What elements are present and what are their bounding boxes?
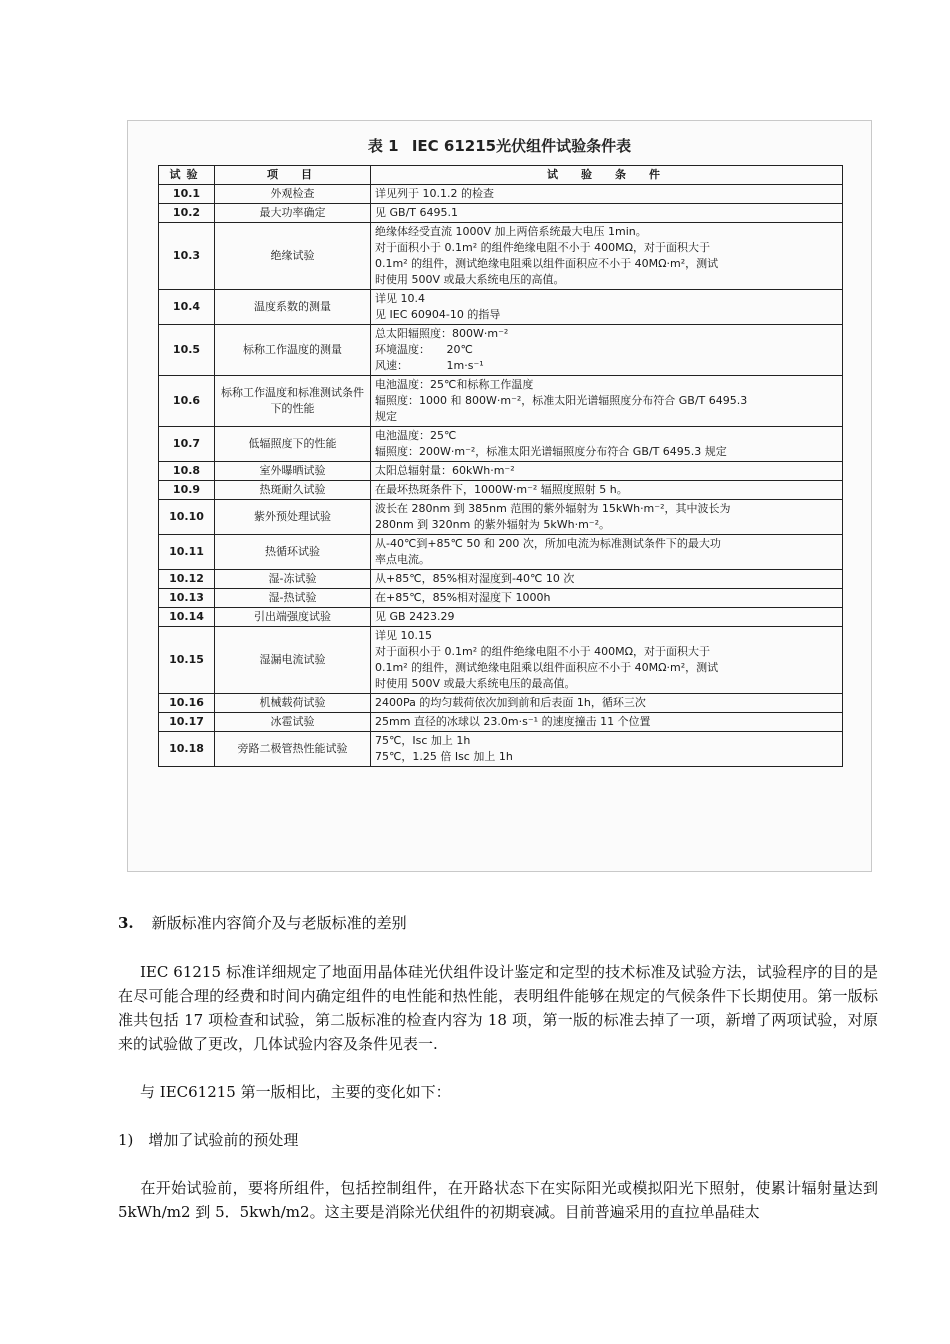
test-item-cell: 标称工作温度的测量 [215, 325, 371, 376]
condition-line: 280nm 到 320nm 的紫外辐射为 5kWh·m⁻²。 [375, 518, 610, 531]
table-row [159, 732, 843, 767]
condition-line: 0.1m² 的组件，测试绝缘电阻乘以组件面积应不小于 40MΩ·m²，测试 [375, 257, 719, 270]
condition-line: 对于面积小于 0.1m² 的组件绝缘电阻不小于 400MΩ，对于面积大于 [375, 241, 710, 254]
test-number-cell: 10.10 [159, 500, 215, 535]
header-item: 项 目 [215, 166, 371, 185]
test-number-cell: 10.3 [159, 223, 215, 290]
condition-line: 绝缘体经受直流 1000V 加上两倍系统最大电压 1min。 [375, 225, 647, 238]
test-conditions-table [158, 165, 843, 767]
condition-line: 见 GB 2423.29 [375, 610, 455, 623]
test-number-cell: 10.14 [159, 608, 215, 627]
test-number-cell: 10.13 [159, 589, 215, 608]
condition-line: 对于面积小于 0.1m² 的组件绝缘电阻不小于 400MΩ，对于面积大于 [375, 645, 710, 658]
test-item-cell: 冰雹试验 [215, 713, 371, 732]
test-conditions-cell [371, 223, 843, 290]
test-number-cell: 10.12 [159, 570, 215, 589]
test-item-cell: 湿-热试验 [215, 589, 371, 608]
condition-line: 规定 [375, 410, 397, 423]
table-row [159, 694, 843, 713]
test-number-cell: 10.7 [159, 427, 215, 462]
test-conditions-cell [371, 481, 843, 500]
table-row [159, 462, 843, 481]
condition-line: 时使用 500V 或最大系统电压的高值。 [375, 273, 565, 286]
condition-line: 25mm 直径的冰球以 23.0m·s⁻¹ 的速度撞击 11 个位置 [375, 715, 651, 728]
header-conditions: 试 验 条 件 [371, 166, 843, 185]
table-scan-image [127, 120, 872, 872]
table-row [159, 481, 843, 500]
test-item-cell: 热循环试验 [215, 535, 371, 570]
condition-line: 从+85℃，85%相对湿度到-40℃ 10 次 [375, 572, 575, 585]
condition-line: 75℃，Isc 加上 1h [375, 734, 471, 747]
test-number-cell: 10.9 [159, 481, 215, 500]
paragraph-intro [118, 960, 878, 1056]
condition-line: 从-40℃到+85℃ 50 和 200 次，所加电流为标准测试条件下的最大功 [375, 537, 721, 550]
test-conditions-cell [371, 589, 843, 608]
table-row [159, 185, 843, 204]
condition-line: 见 GB/T 6495.1 [375, 206, 458, 219]
table-row [159, 204, 843, 223]
condition-line: 详见 10.15 [375, 629, 432, 642]
test-number-cell: 10.8 [159, 462, 215, 481]
table-row [159, 223, 843, 290]
test-conditions-cell [371, 376, 843, 427]
condition-line: 辐照度：200W·m⁻²，标准太阳光谱辐照度分布符合 GB/T 6495.3 规定 [375, 445, 727, 458]
test-number-cell: 10.11 [159, 535, 215, 570]
test-conditions-cell [371, 713, 843, 732]
condition-line: 率点电流。 [375, 553, 430, 566]
condition-line: 详见 10.4 [375, 292, 425, 305]
condition-line: 0.1m² 的组件，测试绝缘电阻乘以组件面积应不小于 40MΩ·m²，测试 [375, 661, 719, 674]
condition-line: 电池温度：25℃和标称工作温度 [375, 378, 534, 391]
test-number-cell: 10.18 [159, 732, 215, 767]
test-item-cell: 标称工作温度和标准测试条件下的性能 [215, 376, 371, 427]
table-row [159, 608, 843, 627]
test-item-cell: 低辐照度下的性能 [215, 427, 371, 462]
table-row [159, 627, 843, 694]
test-conditions-cell [371, 694, 843, 713]
table-row [159, 325, 843, 376]
paragraph-preconditioning [118, 1176, 878, 1224]
table-caption-label: 表 1 [367, 137, 399, 155]
test-number-cell: 10.15 [159, 627, 215, 694]
test-item-cell: 引出端强度试验 [215, 608, 371, 627]
table-header-row [159, 166, 843, 185]
test-item-cell: 热斑耐久试验 [215, 481, 371, 500]
test-number-cell: 10.1 [159, 185, 215, 204]
test-conditions-cell [371, 427, 843, 462]
test-item-cell: 最大功率确定 [215, 204, 371, 223]
condition-line: 75℃，1.25 倍 Isc 加上 1h [375, 750, 513, 763]
table-row [159, 570, 843, 589]
list-item-preconditioning-text: 1) 增加了试验前的预处理 [118, 1131, 299, 1149]
test-conditions-cell [371, 462, 843, 481]
table-row [159, 500, 843, 535]
section-number: 3. [118, 914, 134, 932]
test-conditions-cell [371, 290, 843, 325]
condition-line: 见 IEC 60904-10 的指导 [375, 308, 501, 321]
test-number-cell: 10.6 [159, 376, 215, 427]
paragraph-changes [118, 1080, 878, 1104]
table-caption [128, 135, 871, 156]
test-item-cell: 机械载荷试验 [215, 694, 371, 713]
header-test-no: 试验 [159, 166, 215, 185]
test-number-cell: 10.16 [159, 694, 215, 713]
section-heading [118, 912, 407, 933]
table-caption-title: IEC 61215光伏组件试验条件表 [411, 137, 632, 155]
test-number-cell: 10.4 [159, 290, 215, 325]
test-number-cell: 10.2 [159, 204, 215, 223]
table-row [159, 376, 843, 427]
test-item-cell: 温度系数的测量 [215, 290, 371, 325]
condition-line: 太阳总辐射量：60kWh·m⁻² [375, 464, 515, 477]
test-item-cell: 紫外预处理试验 [215, 500, 371, 535]
paragraph-changes-text: 与 IEC61215 第一版相比，主要的变化如下： [140, 1083, 451, 1101]
test-conditions-cell [371, 185, 843, 204]
paragraph-intro-text: IEC 61215 标准详细规定了地面用晶体硅光伏组件设计鉴定和定型的技术标准及试验方法，试验程序的目的是在尽可能合理的经费和时间内确定组件的电性能和热性能，表明组件能够在规定的气候条件下长期使用。第一版标准共包括 17 项检查和试验，第二版标准的检查内容为 18 项，第一版的标准去掉了一项，新增了两项试验，对原来的试验做了更改，几体试验内容及条件见表一. [118, 963, 878, 1053]
test-conditions-cell [371, 325, 843, 376]
condition-line: 风速： 1m·s⁻¹ [375, 359, 484, 372]
table-body [159, 185, 843, 767]
test-conditions-cell [371, 500, 843, 535]
table-row [159, 290, 843, 325]
test-conditions-cell [371, 570, 843, 589]
condition-line: 在最坏热斑条件下，1000W·m⁻² 辐照度照射 5 h。 [375, 483, 628, 496]
section-title: 新版标准内容简介及与老版标准的差别 [151, 914, 407, 932]
condition-line: 波长在 280nm 到 385nm 范围的紫外辐射为 15kWh·m⁻²，其中波长为 [375, 502, 731, 515]
test-conditions-cell [371, 627, 843, 694]
test-conditions-cell [371, 608, 843, 627]
test-conditions-cell [371, 732, 843, 767]
paragraph-preconditioning-text: 在开始试验前，要将所组件，包括控制组件，在开路状态下在实际阳光或模拟阳光下照射，使累计辐射量达到 5kWh/m2 到 5．5kwh/m2。这主要是消除光伏组件的初期衰减。目前普遍采用的直拉单晶硅太 [118, 1179, 878, 1221]
test-item-cell: 旁路二极管热性能试验 [215, 732, 371, 767]
condition-line: 总太阳辐照度：800W·m⁻² [375, 327, 509, 340]
test-item-cell: 湿-冻试验 [215, 570, 371, 589]
test-conditions-cell [371, 204, 843, 223]
test-number-cell: 10.17 [159, 713, 215, 732]
condition-line: 2400Pa 的均匀载荷依次加到前和后表面 1h，循环三次 [375, 696, 646, 709]
test-item-cell: 湿漏电流试验 [215, 627, 371, 694]
condition-line: 在+85℃，85%相对湿度下 1000h [375, 591, 551, 604]
condition-line: 环境温度： 20℃ [375, 343, 473, 356]
test-item-cell: 外观检查 [215, 185, 371, 204]
condition-line: 详见列于 10.1.2 的检查 [375, 187, 494, 200]
list-item-preconditioning [118, 1128, 878, 1152]
table-row [159, 427, 843, 462]
test-number-cell: 10.5 [159, 325, 215, 376]
table-row [159, 713, 843, 732]
test-item-cell: 室外曝晒试验 [215, 462, 371, 481]
test-conditions-cell [371, 535, 843, 570]
condition-line: 电池温度：25℃ [375, 429, 457, 442]
table-row [159, 589, 843, 608]
test-item-cell: 绝缘试验 [215, 223, 371, 290]
condition-line: 辐照度：1000 和 800W·m⁻²，标准太阳光谱辐照度分布符合 GB/T 6495.3 [375, 394, 748, 407]
table-row [159, 535, 843, 570]
condition-line: 时使用 500V 或最大系统电压的最高值。 [375, 677, 576, 690]
